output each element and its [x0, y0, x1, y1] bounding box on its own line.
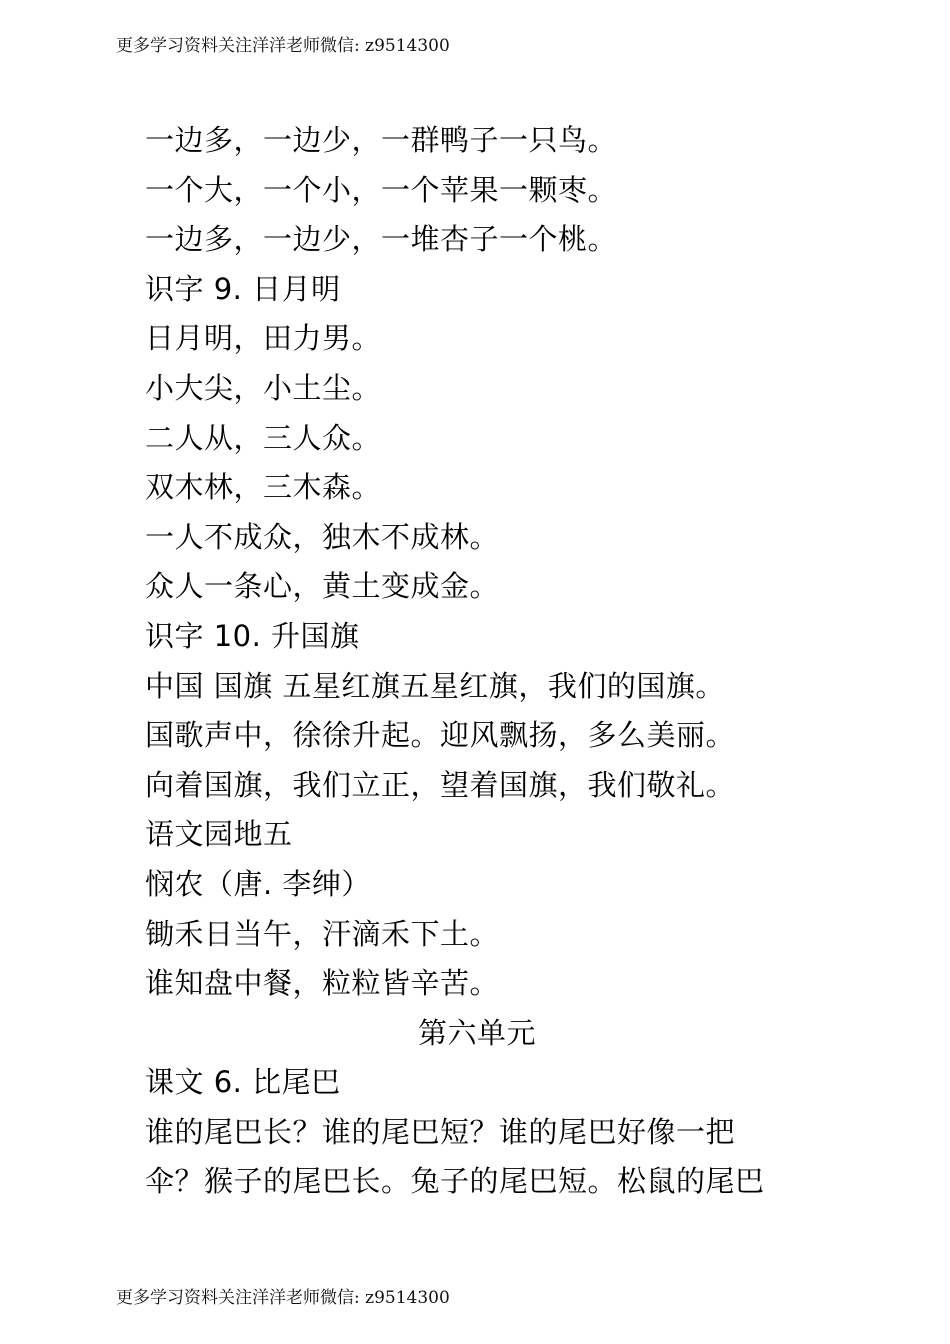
text-line: 谁知盘中餐，粒粒皆辛苦。: [145, 966, 500, 1001]
text-line: 国歌声中，徐徐升起。迎风飘扬，多么美丽。: [145, 718, 736, 753]
text-line: 日月明，田力男。: [145, 321, 382, 356]
text-line: 识字 9. 日月明: [145, 271, 341, 306]
page-footer: 更多学习资料关注洋洋老师微信: z9514300: [116, 1288, 450, 1308]
text-line: 一边多，一边少，一群鸭子一只鸟。: [145, 123, 618, 157]
text-line: 小大尖，小土尘。: [145, 370, 382, 405]
text-line: 一人不成众，独木不成林。: [145, 519, 500, 554]
text-line: 伞？猴子的尾巴长。兔子的尾巴短。松鼠的尾巴: [145, 1164, 765, 1199]
section-heading: 第六单元: [417, 1015, 536, 1050]
text-line: 中国 国旗 五星红旗五星红旗，我们的国旗。: [145, 668, 725, 703]
text-line: 锄禾日当午，汗滴禾下土。: [145, 916, 500, 951]
page-header: 更多学习资料关注洋洋老师微信: z9514300: [116, 36, 450, 56]
text-line: 向着国旗，我们立正，望着国旗，我们敬礼。: [145, 767, 736, 802]
text-line: 课文 6. 比尾巴: [145, 1065, 341, 1100]
text-line: 双木林，三木森。: [145, 470, 382, 505]
text-line: 一个大，一个小，一个苹果一颗枣。: [145, 172, 618, 207]
text-line: 语文园地五: [145, 817, 293, 852]
document-body: [145, 116, 825, 1207]
text-line: 识字 10. 升国旗: [145, 618, 360, 653]
text-line: 悯农（唐. 李绅）: [145, 866, 371, 901]
text-line: 谁的尾巴长？谁的尾巴短？谁的尾巴好像一把: [145, 1114, 736, 1149]
text-line: 二人从，三人众。: [145, 420, 382, 455]
text-line: 众人一条心，黄土变成金。: [145, 569, 500, 604]
text-line: 一边多，一边少，一堆杏子一个桃。: [145, 222, 618, 257]
